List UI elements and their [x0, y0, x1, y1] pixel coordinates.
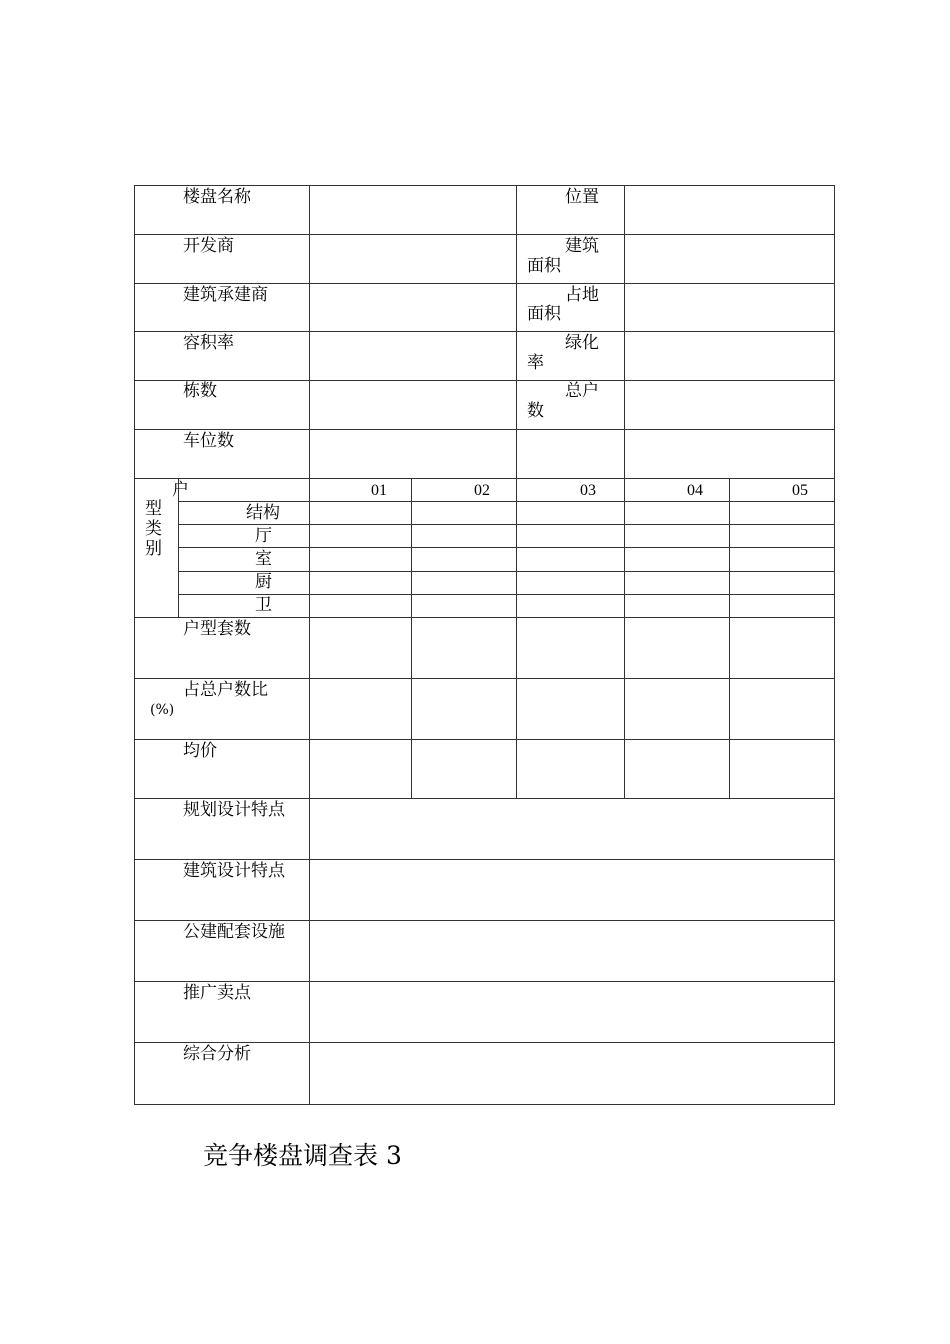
document-title: 竞争楼盘调查表 3 — [203, 1141, 402, 1170]
label-unit-side-3: 别 — [145, 539, 162, 559]
label-overall-analysis: 综合分析 — [183, 1044, 251, 1064]
row-divider — [135, 234, 835, 235]
row-divider — [178, 524, 835, 525]
label-land-area-line2: 面积 — [527, 304, 561, 324]
col-divider — [516, 478, 517, 799]
label-unit-side-1: 型 — [145, 499, 162, 519]
label-parking: 车位数 — [183, 431, 234, 451]
col-header-01: 01 — [371, 482, 387, 499]
row-divider — [135, 380, 835, 381]
label-living-room: 厅 — [255, 526, 272, 546]
row-divider — [135, 478, 835, 479]
row-divider — [135, 981, 835, 982]
col-divider — [309, 185, 310, 479]
label-land-area-line1: 占地 — [565, 285, 599, 305]
label-location: 位置 — [565, 187, 599, 207]
label-household-ratio: 占总户数比 — [183, 680, 268, 700]
table-border-left — [134, 185, 135, 1105]
row-divider — [135, 859, 835, 860]
label-public-facilities: 公建配套设施 — [183, 922, 285, 942]
table-border-top — [135, 185, 835, 186]
label-bedroom: 室 — [255, 549, 272, 569]
row-divider — [135, 920, 835, 921]
row-divider — [178, 547, 835, 548]
row-divider — [135, 798, 835, 799]
table-border-bottom — [135, 1104, 835, 1105]
row-divider — [178, 501, 835, 502]
col-divider — [309, 478, 310, 799]
col-divider — [729, 478, 730, 799]
label-household-ratio-unit: (%) — [150, 702, 175, 718]
label-unit-side-2: 类 — [145, 519, 162, 539]
col-header-04: 04 — [687, 482, 703, 499]
label-architectural-design: 建筑设计特点 — [183, 861, 285, 881]
row-divider — [135, 331, 835, 332]
col-header-05: 05 — [792, 482, 808, 499]
label-greening-line1: 绿化 — [565, 333, 599, 353]
label-bathroom: 卫 — [255, 595, 272, 615]
col-divider — [624, 478, 625, 799]
label-buildings: 栋数 — [183, 381, 217, 401]
label-planning-design: 规划设计特点 — [183, 800, 285, 820]
label-households-line2: 数 — [527, 401, 544, 421]
col-header-02: 02 — [474, 482, 490, 499]
label-unit-sets: 户型套数 — [183, 619, 251, 639]
label-contractor: 建筑承建商 — [183, 285, 268, 305]
label-plot-ratio: 容积率 — [183, 333, 234, 353]
row-divider — [178, 571, 835, 572]
col-divider — [309, 798, 310, 1105]
col-divider — [411, 478, 412, 799]
label-greening-line2: 率 — [527, 353, 544, 373]
row-divider — [135, 1042, 835, 1043]
row-divider — [135, 617, 835, 618]
row-divider — [135, 678, 835, 679]
row-divider — [135, 739, 835, 740]
label-project-name: 楼盘名称 — [183, 187, 251, 207]
col-divider — [624, 185, 625, 479]
label-developer: 开发商 — [183, 236, 234, 256]
label-unit-top: 户 — [172, 480, 189, 500]
table-border-right — [834, 185, 835, 1105]
label-structure: 结构 — [246, 503, 280, 523]
label-average-price: 均价 — [183, 741, 217, 761]
label-building-area-line2: 面积 — [527, 256, 561, 276]
col-header-03: 03 — [580, 482, 596, 499]
label-kitchen: 厨 — [255, 572, 272, 592]
label-households-line1: 总户 — [565, 381, 599, 401]
row-divider — [135, 283, 835, 284]
label-building-area-line1: 建筑 — [565, 236, 599, 256]
col-divider — [516, 185, 517, 479]
row-divider — [135, 429, 835, 430]
row-divider — [178, 594, 835, 595]
label-selling-points: 推广卖点 — [183, 983, 251, 1003]
